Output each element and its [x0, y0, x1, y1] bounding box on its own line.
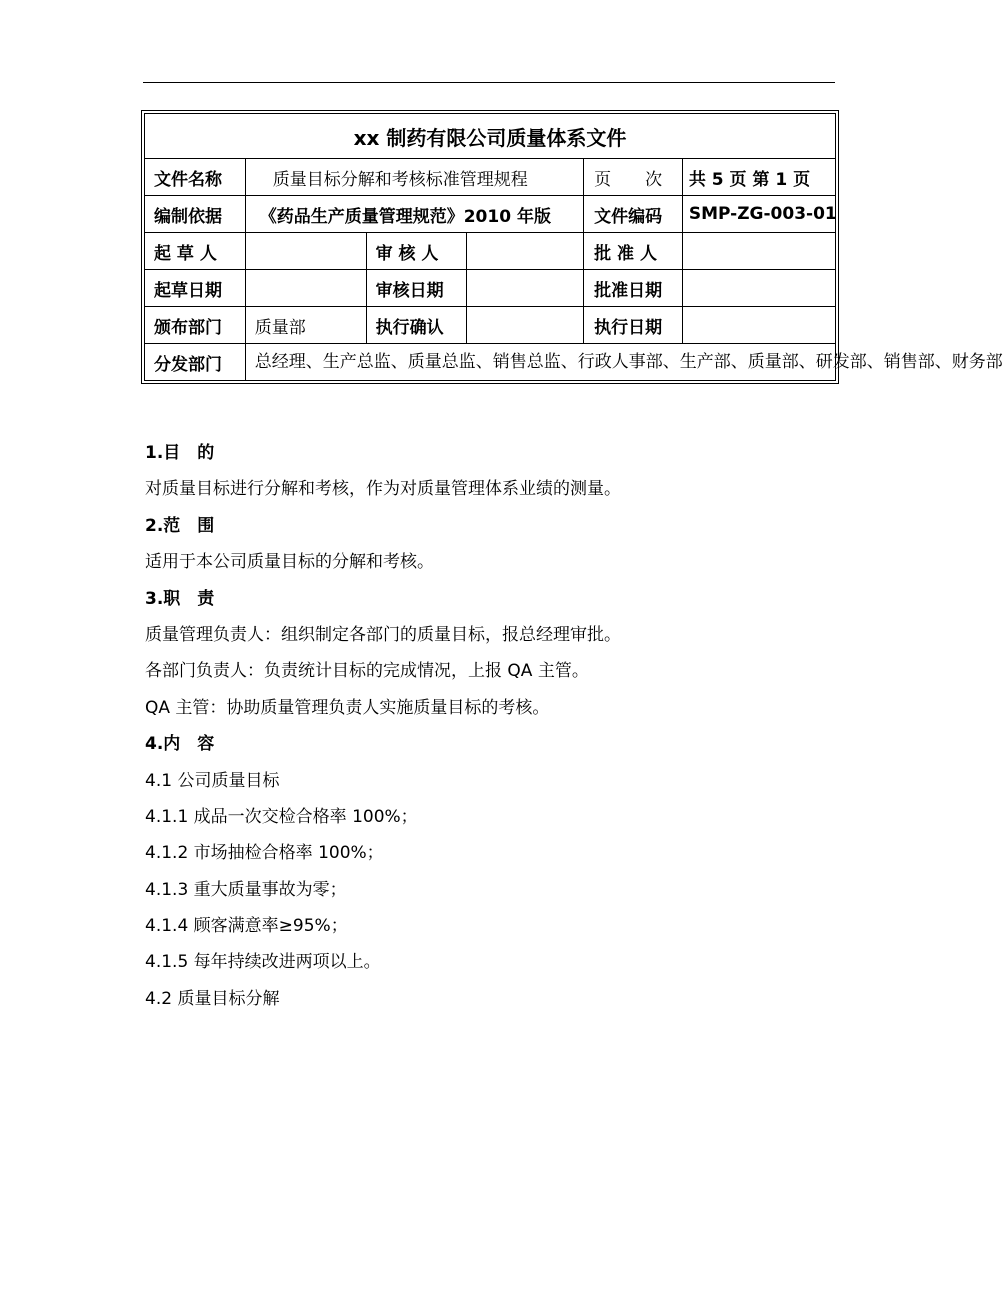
review-date-label: 审核日期 — [366, 270, 467, 307]
issuing-dept-label: 颁布部门 — [145, 307, 246, 344]
scope-text: 适用于本公司质量目标的分解和考核。 — [145, 552, 434, 573]
top-rule — [143, 82, 835, 83]
basis-label: 编制依据 — [145, 196, 246, 233]
file-name-value: 质量目标分解和考核标准管理规程 — [245, 159, 583, 196]
content-4-1: 4.1 公司质量目标 — [145, 770, 280, 791]
content-4-1-2: 4.1.2 市场抽检合格率 100%； — [145, 843, 384, 864]
file-code-label: 文件编码 — [584, 196, 683, 233]
responsibility-quality-manager: 质量管理负责人：组织制定各部门的质量目标，报总经理审批。 — [145, 624, 621, 645]
approver-label: 批 准 人 — [584, 233, 683, 270]
exec-date-label: 执行日期 — [584, 307, 683, 344]
document-header-table — [144, 113, 1003, 381]
drafter-label: 起 草 人 — [145, 233, 246, 270]
draft-date-value — [245, 270, 366, 307]
purpose-text: 对质量目标进行分解和考核，作为对质量管理体系业绩的测量。 — [145, 479, 621, 500]
approve-date-label: 批准日期 — [584, 270, 683, 307]
page-value: 共 5 页 第 1 页 — [682, 159, 835, 196]
content-4-1-5: 4.1.5 每年持续改进两项以上。 — [145, 952, 381, 973]
responsibility-qa-supervisor: QA 主管：协助质量管理负责人实施质量目标的考核。 — [145, 697, 550, 718]
section-heading-scope: 2.范 围 — [145, 515, 215, 536]
draft-date-label: 起草日期 — [145, 270, 246, 307]
exec-date-value — [682, 307, 835, 344]
file-name-label: 文件名称 — [145, 159, 246, 196]
drafter-value — [245, 233, 366, 270]
content-4-1-3: 4.1.3 重大质量事故为零； — [145, 879, 347, 900]
exec-confirm-value — [467, 307, 584, 344]
reviewer-label: 审 核 人 — [366, 233, 467, 270]
content-4-1-4: 4.1.4 顾客满意率≥95%； — [145, 916, 348, 937]
approve-date-value — [682, 270, 835, 307]
review-date-value — [467, 270, 584, 307]
issuing-dept-value: 质量部 — [245, 307, 366, 344]
exec-confirm-label: 执行确认 — [366, 307, 467, 344]
document-header — [141, 110, 1003, 384]
reviewer-value — [467, 233, 584, 270]
content-4-2: 4.2 质量目标分解 — [145, 988, 280, 1009]
page-label: 页 次 — [584, 159, 683, 196]
distribution-value: 总经理、生产总监、质量总监、销售总监、行政人事部、生产部、质量部、研发部、销售部、财务部 — [245, 344, 835, 381]
document-title: xx 制药有限公司质量体系文件 — [145, 114, 836, 159]
file-code-value: SMP-ZG-003-01 — [682, 196, 835, 233]
section-heading-content: 4.内 容 — [145, 734, 215, 755]
approver-value — [682, 233, 835, 270]
content-4-1-1: 4.1.1 成品一次交检合格率 100%； — [145, 806, 418, 827]
section-heading-responsibilities: 3.职 责 — [145, 588, 215, 609]
document-body — [145, 439, 835, 1021]
distribution-label: 分发部门 — [145, 344, 246, 381]
section-heading-purpose: 1.目 的 — [145, 443, 215, 463]
responsibility-dept-heads: 各部门负责人：负责统计目标的完成情况，上报 QA 主管。 — [145, 661, 589, 682]
basis-value: 《药品生产质量管理规范》2010 年版 — [245, 196, 583, 233]
